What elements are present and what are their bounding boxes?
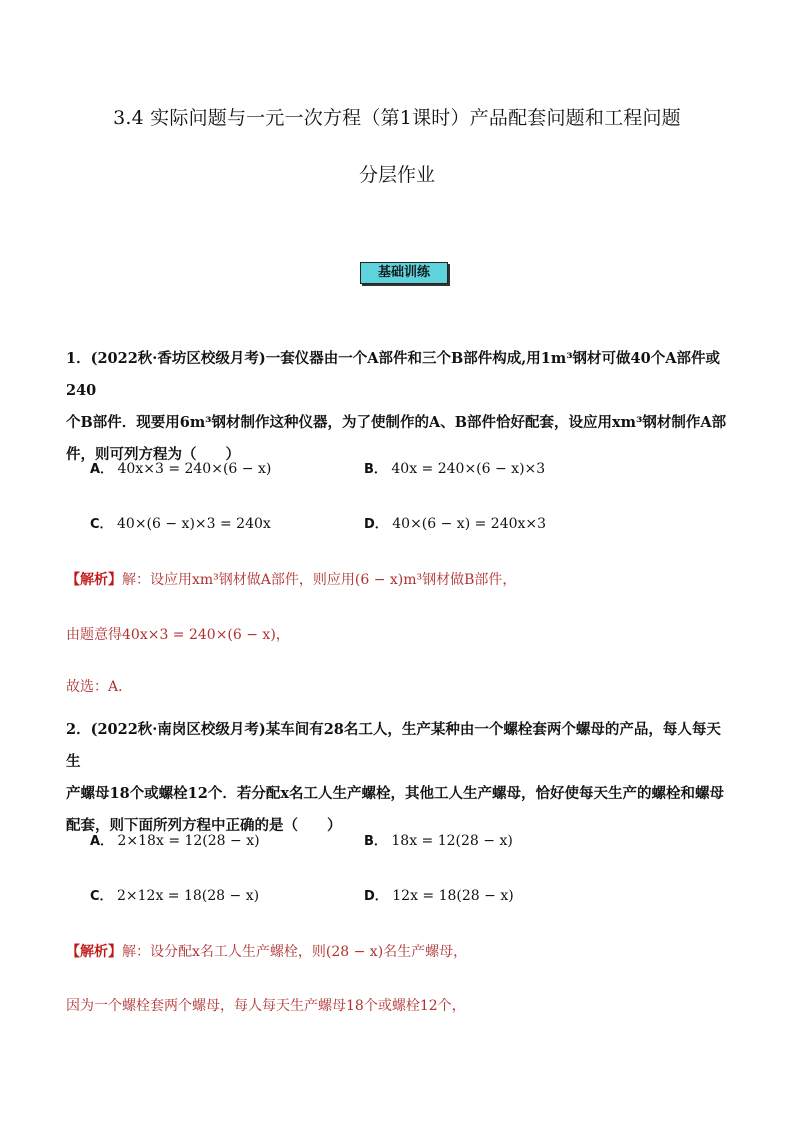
question-2-line-1: 2．(2022秋·南岗区校级月考)某车间有28名工人，生产某种由一个螺栓套两个螺母的产品，每人每天生 xyxy=(66,721,721,770)
option-text: 18x = 12(28 − x) xyxy=(391,833,513,849)
analysis-tag: 【解析】 xyxy=(66,944,122,960)
option-label: A． xyxy=(90,834,114,849)
option-label: C． xyxy=(90,517,113,532)
question-1-stem xyxy=(66,343,728,471)
q1-option-d[interactable] xyxy=(364,514,546,535)
q2-option-b[interactable] xyxy=(364,831,513,852)
question-1-line-1: 1．(2022秋·香坊区校级月考)一套仪器由一个A部件和三个B部件构成,用1m³钢材可做40个A部件或240 xyxy=(66,350,720,399)
q1-option-a[interactable] xyxy=(90,459,271,480)
question-2-line-2: 产螺母18个或螺栓12个．若分配x名工人生产螺栓，其他工人生产螺母，恰好使每天生产的螺栓和螺母 xyxy=(66,785,724,802)
option-label: B． xyxy=(364,462,387,477)
option-label: D． xyxy=(364,889,388,904)
option-text: 40x×3 = 240×(6 − x) xyxy=(117,461,272,477)
option-text: 2×12x = 18(28 − x) xyxy=(117,888,260,904)
q2-option-c[interactable] xyxy=(90,886,259,907)
option-label: B． xyxy=(364,834,387,849)
option-text: 40x = 240×(6 − x)×3 xyxy=(391,461,546,477)
q2-option-d[interactable] xyxy=(364,886,514,907)
page-title: 3.4 实际问题与一元一次方程（第1课时）产品配套问题和工程问题 xyxy=(113,107,681,129)
q2-analysis-line-2: 因为一个螺栓套两个螺母，每人每天生产螺母18个或螺栓12个， xyxy=(66,998,466,1014)
page-subtitle: 分层作业 xyxy=(358,164,435,186)
question-1-line-2: 个B部件．现要用6m³钢材制作这种仪器，为了使制作的A、B部件恰好配套，设应用xm³钢材制作A部 xyxy=(66,414,727,431)
section-badge: 基础训练 xyxy=(360,262,448,284)
q2-analysis-line-1 xyxy=(66,942,467,962)
q1-analysis-line-1 xyxy=(66,570,516,590)
option-text: 40×(6 − x)×3 = 240x xyxy=(117,516,271,532)
question-1-line-3: 件，则可列方程为（ ） xyxy=(66,446,240,463)
option-text: 2×18x = 12(28 − x) xyxy=(117,833,260,849)
option-text: 12x = 18(28 − x) xyxy=(392,888,514,904)
question-2-line-3: 配套，则下面所列方程中正确的是（ ） xyxy=(66,817,342,834)
q2-option-a[interactable] xyxy=(90,831,260,852)
q1-option-c[interactable] xyxy=(90,514,271,535)
analysis-text: 解：设应用xm³钢材做A部件，则应用(6 − x)m³钢材做B部件， xyxy=(122,572,517,588)
question-2-stem xyxy=(66,714,728,842)
q1-option-b[interactable] xyxy=(364,459,545,480)
q1-analysis-line-3: 故选：A． xyxy=(66,679,133,695)
q1-analysis-line-2: 由题意得40x×3 = 240×(6 − x)， xyxy=(66,627,290,643)
option-label: D． xyxy=(364,517,388,532)
option-label: C． xyxy=(90,889,113,904)
option-label: A． xyxy=(90,462,114,477)
analysis-text: 解：设分配x名工人生产螺栓，则(28 − x)名生产螺母， xyxy=(122,944,468,960)
option-text: 40×(6 − x) = 240x×3 xyxy=(392,516,547,532)
analysis-tag: 【解析】 xyxy=(66,572,122,588)
